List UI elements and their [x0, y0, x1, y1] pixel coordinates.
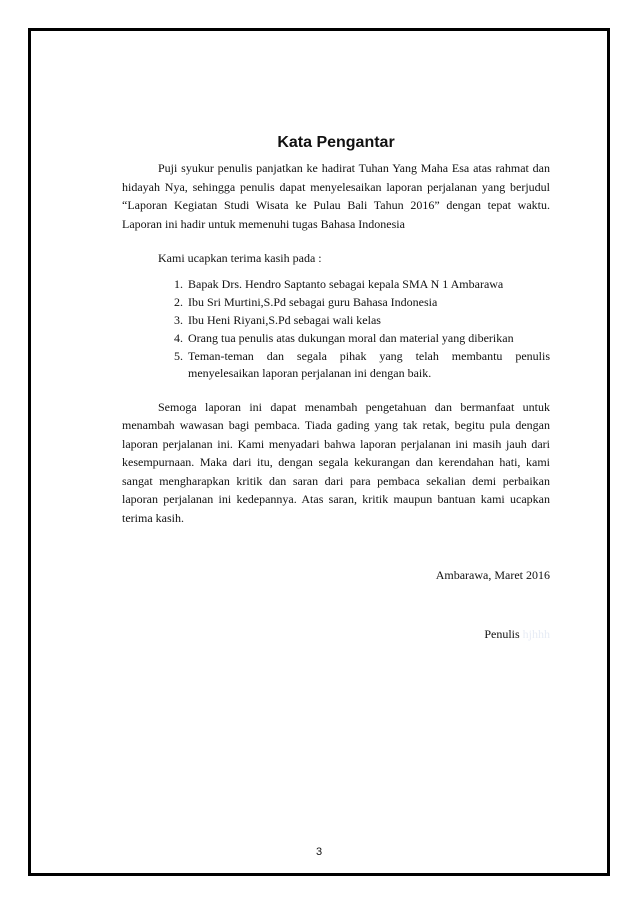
- intro-paragraph: Puji syukur penulis panjatkan ke hadirat Tuhan Yang Maha Esa atas rahmat dan hidayah Nya, sehingga penulis dapat menyelesaikan laporan perjalanan yang berjudul “Laporan Kegiatan Studi Wisata ke Pulau Bali Tahun 2016” dengan tepat waktu. Laporan ini hadir untuk memenuhi tugas Bahasa Indonesia: [122, 161, 550, 231]
- page-number: 3: [315, 846, 323, 858]
- list-item-text: Bapak Drs. Hendro Saptanto sebagai kepala SMA N 1 Ambarawa: [188, 276, 504, 291]
- author-ghost-text: hjhhh: [522, 627, 550, 641]
- list-item-text: Ibu Heni Riyani,S.Pd sebagai wali kelas: [188, 312, 381, 327]
- list-item-number: 5.: [174, 348, 183, 363]
- thanks-list: [122, 276, 550, 382]
- list-item-text: Teman-teman dan segala pihak yang telah membantu penulis menyelesaikan laporan perjalanan ini dengan baik.: [188, 348, 550, 380]
- list-item-text: Orang tua penulis atas dukungan moral dan material yang diberikan: [188, 330, 514, 345]
- list-item: [122, 294, 550, 311]
- document-body: [122, 133, 550, 527]
- thanks-intro: Kami ucapkan terima kasih pada :: [158, 251, 322, 265]
- list-item-number: 2.: [174, 294, 183, 309]
- page-title: Kata Pengantar: [277, 134, 395, 151]
- author-label: Penulis: [484, 627, 520, 641]
- list-item-number: 3.: [174, 312, 183, 327]
- closing-paragraph: Semoga laporan ini dapat menambah pengetahuan dan bermanfaat untuk menambah wawasan bagi pembaca. Tiada gading yang tak retak, begitu pula dengan laporan perjalanan ini. Kami menyadari bahwa laporan perjalanan ini masih jauh dari kesempurnaan. Maka dari itu, dengan segala kekurangan dan kerendahan hati, kami sangat mengharapkan kritik dan saran dari para pembaca sekalian demi perbaikan laporan perjalanan ini kedepannya. Atas saran, kritik maupun bantuan kami ucapkan terima kasih.: [122, 399, 550, 525]
- author-signature: [484, 627, 550, 642]
- list-item: [122, 276, 550, 293]
- list-item-number: 4.: [174, 330, 183, 345]
- list-item-number: 1.: [174, 276, 183, 291]
- list-item: [122, 348, 550, 382]
- place-date: Ambarawa, Maret 2016: [435, 568, 550, 582]
- list-item: [122, 330, 550, 347]
- list-item: [122, 312, 550, 329]
- list-item-text: Ibu Sri Murtini,S.Pd sebagai guru Bahasa Indonesia: [188, 294, 438, 309]
